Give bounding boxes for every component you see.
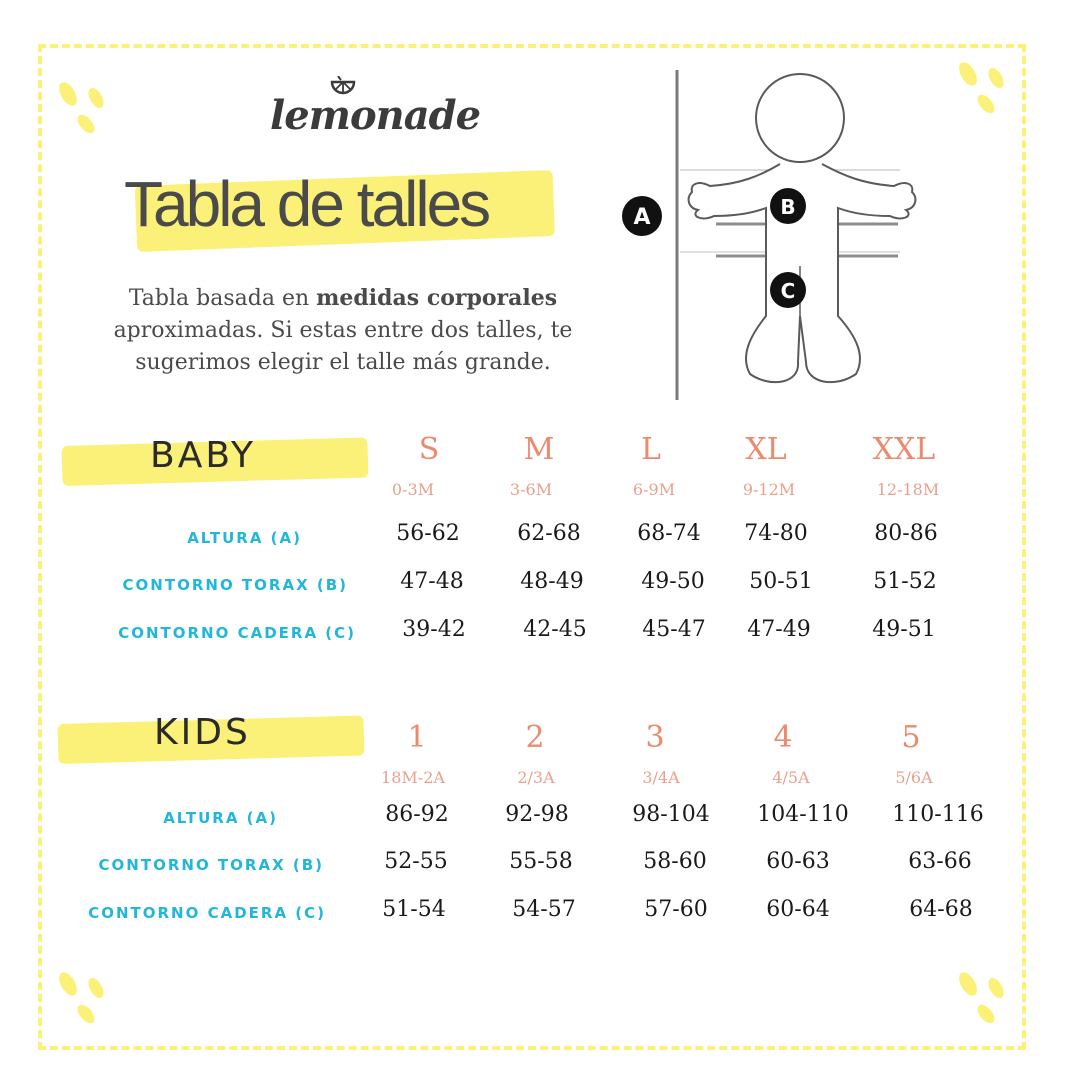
baby-size-age: 9-12M bbox=[742, 480, 796, 499]
kids-row-label: CONTORNO TORAX (B) bbox=[98, 856, 324, 874]
kids-cell: 52-55 bbox=[384, 849, 448, 874]
baby-cell: 80-86 bbox=[874, 521, 938, 546]
baby-row-label: CONTORNO CADERA (C) bbox=[118, 624, 356, 642]
kids-row-label: CONTORNO CADERA (C) bbox=[88, 904, 326, 922]
kids-size-age: 2/3A bbox=[517, 768, 555, 787]
kids-cell: 98-104 bbox=[632, 802, 710, 827]
baby-section-title: BABY bbox=[150, 435, 257, 476]
page-title: Tabla de talles bbox=[124, 168, 489, 240]
baby-cell: 39-42 bbox=[402, 617, 466, 642]
kids-cell: 54-57 bbox=[512, 897, 576, 922]
kids-size-age: 3/4A bbox=[642, 768, 680, 787]
description-text-end: aproximadas. Si estas entre dos talles, te sugerimos elegir el talle más grande. bbox=[113, 318, 573, 375]
kids-cell: 58-60 bbox=[643, 849, 707, 874]
kids-cell: 104-110 bbox=[757, 802, 849, 827]
kids-size-age: 5/6A bbox=[895, 768, 933, 787]
baby-size-head: S bbox=[418, 432, 440, 467]
kids-size-head: 3 bbox=[645, 720, 665, 755]
baby-cell: 62-68 bbox=[517, 521, 581, 546]
kids-cell: 92-98 bbox=[505, 802, 569, 827]
baby-size-age: 6-9M bbox=[632, 480, 676, 499]
description-bold: medidas corporales bbox=[316, 285, 558, 311]
baby-cell: 47-48 bbox=[400, 569, 464, 594]
marker-a: A bbox=[633, 205, 651, 230]
baby-size-age: 3-6M bbox=[509, 480, 553, 499]
kids-cell: 64-68 bbox=[909, 897, 973, 922]
baby-cell: 45-47 bbox=[642, 617, 706, 642]
baby-size-age: 12-18M bbox=[876, 480, 940, 499]
description-text: Tabla basada en bbox=[128, 286, 317, 311]
kids-size-head: 1 bbox=[407, 720, 427, 755]
baby-size-head: XL bbox=[745, 432, 787, 467]
kids-cell: 63-66 bbox=[908, 849, 972, 874]
baby-size-head: M bbox=[523, 432, 555, 467]
kids-section-title: KIDS bbox=[154, 712, 251, 753]
kids-size-head: 2 bbox=[525, 720, 545, 755]
lemon-drops-icon bbox=[954, 968, 1014, 1028]
marker-c: C bbox=[780, 279, 796, 303]
baby-cell: 68-74 bbox=[637, 521, 701, 546]
baby-row-label: CONTORNO TORAX (B) bbox=[122, 576, 348, 594]
kids-cell: 55-58 bbox=[509, 849, 573, 874]
baby-size-age: 0-3M bbox=[391, 480, 435, 499]
description bbox=[86, 282, 600, 382]
kids-row-label: ALTURA (A) bbox=[163, 809, 278, 827]
lemon-drops-icon bbox=[54, 78, 114, 138]
baby-cell: 48-49 bbox=[520, 569, 584, 594]
kids-size-age: 18M-2A bbox=[381, 768, 445, 787]
baby-size-head: L bbox=[641, 432, 661, 467]
baby-cell: 42-45 bbox=[523, 617, 587, 642]
body-figure bbox=[610, 66, 940, 406]
kids-cell: 60-63 bbox=[766, 849, 830, 874]
baby-cell: 50-51 bbox=[749, 569, 813, 594]
lemon-drops-icon bbox=[54, 968, 114, 1028]
kids-cell: 57-60 bbox=[644, 897, 708, 922]
baby-cell: 51-52 bbox=[873, 569, 937, 594]
baby-cell: 49-51 bbox=[872, 617, 936, 642]
kids-size-age: 4/5A bbox=[772, 768, 810, 787]
kids-size-head: 5 bbox=[901, 720, 921, 755]
baby-cell: 47-49 bbox=[747, 617, 811, 642]
baby-row-label: ALTURA (A) bbox=[187, 529, 302, 547]
kids-cell: 51-54 bbox=[382, 897, 446, 922]
brand-logo: lemonade bbox=[270, 92, 481, 139]
baby-cell: 74-80 bbox=[744, 521, 808, 546]
kids-cell: 86-92 bbox=[385, 802, 449, 827]
baby-cell: 49-50 bbox=[641, 569, 705, 594]
kids-size-head: 4 bbox=[773, 720, 793, 755]
baby-size-head: XXL bbox=[872, 432, 936, 467]
lemon-drops-icon bbox=[954, 58, 1014, 118]
baby-cell: 56-62 bbox=[396, 521, 460, 546]
marker-b: B bbox=[780, 195, 796, 219]
kids-cell: 110-116 bbox=[892, 802, 984, 827]
kids-cell: 60-64 bbox=[766, 897, 830, 922]
